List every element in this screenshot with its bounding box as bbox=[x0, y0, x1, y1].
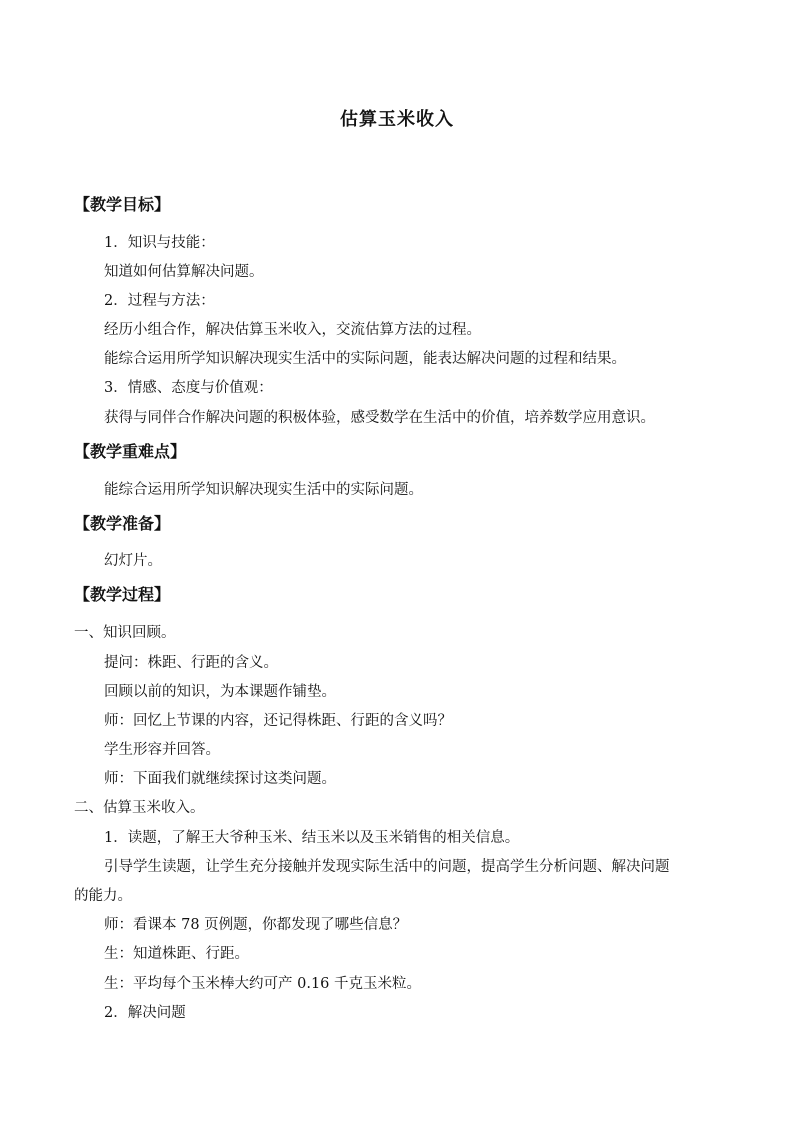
paragraph: 幻灯片。 bbox=[104, 553, 162, 569]
paragraph: 引导学生读题，让学生充分接触并发现实际生活中的问题，提高学生分析问题、解决问题 bbox=[104, 859, 670, 875]
paragraph: 2．解决问题 bbox=[104, 1005, 186, 1021]
paragraph: 获得与同伴合作解决问题的积极体验，感受数学在生活中的价值，培养数学应用意识。 bbox=[104, 410, 655, 426]
paragraph: 生：知道株距、行距。 bbox=[104, 946, 249, 962]
paragraph: 师：回忆上节课的内容，还记得株距、行距的含义吗？ bbox=[104, 713, 452, 729]
paragraph: 2．过程与方法： bbox=[104, 293, 215, 309]
paragraph: 1．知识与技能： bbox=[104, 235, 215, 251]
paragraph: 1．读题，了解王大爷种玉米、结玉米以及玉米销售的相关信息。 bbox=[104, 830, 520, 846]
section-heading-preparation: 【教学准备】 bbox=[74, 514, 171, 533]
page-title: 估算玉米收入 bbox=[340, 109, 454, 130]
paragraph: 回顾以前的知识，为本课题作铺垫。 bbox=[104, 684, 336, 700]
subsection-heading: 二、估算玉米收入。 bbox=[74, 800, 205, 816]
subsection-heading: 一、知识回顾。 bbox=[74, 625, 176, 641]
section-heading-process: 【教学过程】 bbox=[74, 585, 171, 604]
paragraph: 提问：株距、行距的含义。 bbox=[104, 655, 278, 671]
paragraph: 师：看课本 78 页例题，你都发现了哪些信息？ bbox=[104, 917, 408, 933]
paragraph: 能综合运用所学知识解决现实生活中的实际问题。 bbox=[104, 482, 423, 498]
paragraph-continuation: 的能力。 bbox=[74, 888, 132, 904]
section-heading-objectives: 【教学目标】 bbox=[74, 195, 171, 214]
section-heading-key-points: 【教学重难点】 bbox=[74, 442, 187, 461]
paragraph: 生：平均每个玉米棒大约可产 0.16 千克玉米粒。 bbox=[104, 976, 422, 992]
paragraph: 能综合运用所学知识解决现实生活中的实际问题，能表达解决问题的过程和结果。 bbox=[104, 351, 626, 367]
paragraph: 师：下面我们就继续探讨这类问题。 bbox=[104, 771, 336, 787]
paragraph: 3．情感、态度与价值观： bbox=[104, 380, 273, 396]
paragraph: 知道如何估算解决问题。 bbox=[104, 264, 264, 280]
paragraph: 学生形容并回答。 bbox=[104, 742, 220, 758]
paragraph: 经历小组合作，解决估算玉米收入，交流估算方法的过程。 bbox=[104, 322, 481, 338]
